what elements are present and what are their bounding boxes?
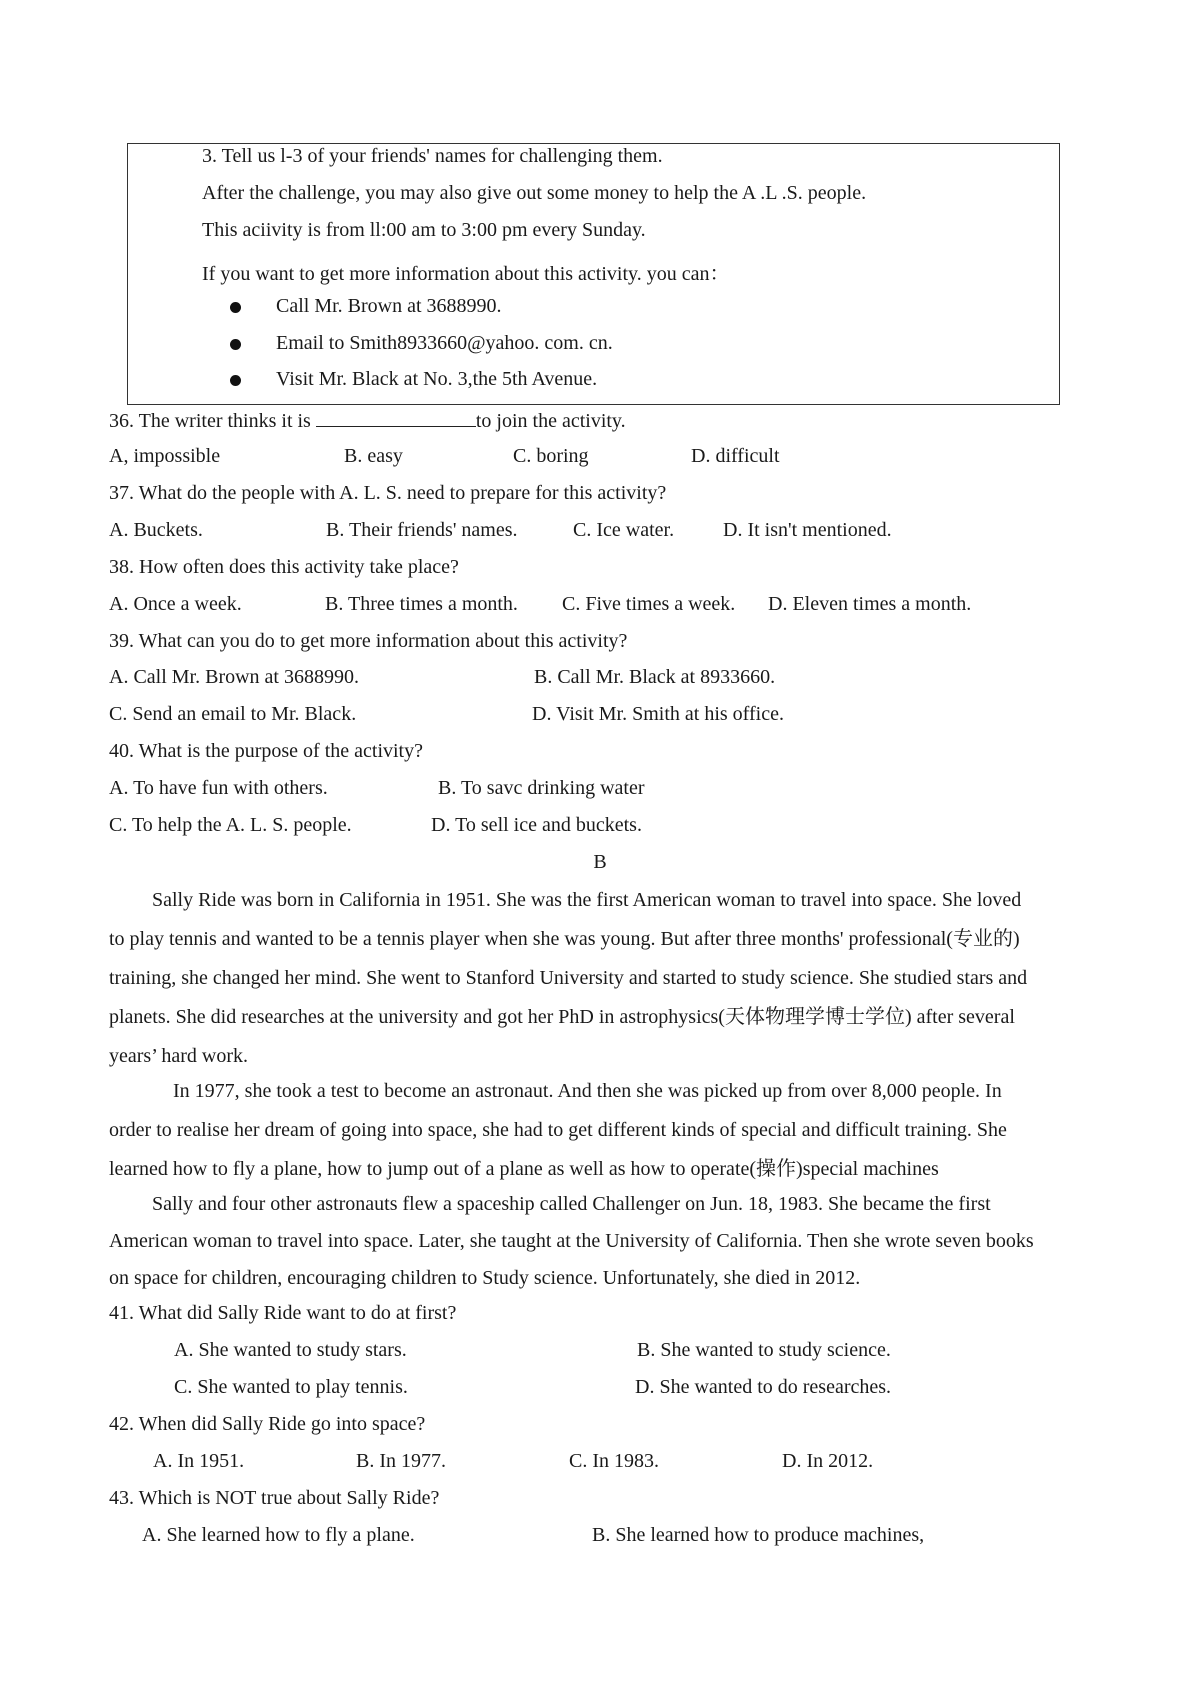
option: D. It isn't mentioned.	[723, 519, 892, 541]
option: D. In 2012.	[782, 1450, 874, 1472]
option: A. Call Mr. Brown at 3688990.	[109, 666, 359, 688]
passage-paragraph-2	[109, 1072, 1099, 1189]
question-43-stem: 43. Which is NOT true about Sally Ride?	[109, 1487, 440, 1509]
bullet-icon	[230, 375, 241, 386]
question-stem-tail: to join the activity.	[475, 410, 626, 432]
option: A. To have fun with others.	[109, 777, 328, 799]
bullet-icon	[230, 302, 241, 313]
passage-line: years’ hard work.	[109, 1045, 249, 1067]
option: C. Five times a week.	[562, 593, 736, 615]
passage-line: to play tennis and wanted to be a tennis player when she was young. But after three months' professional(专业的)	[109, 928, 1020, 950]
answer-blank	[316, 408, 476, 427]
option: B. She learned how to produce machines,	[592, 1524, 925, 1546]
notice-line: If you want to get more information about this activity. you can：	[202, 263, 730, 285]
option: B. Three times a month.	[325, 593, 518, 615]
option: A. Buckets.	[109, 519, 203, 541]
option: D. Visit Mr. Smith at his office.	[532, 703, 784, 725]
option: D. difficult	[691, 445, 780, 467]
question-37-stem: 37. What do the people with A. L. S. need to prepare for this activity?	[109, 482, 667, 504]
question-40-stem: 40. What is the purpose of the activity?	[109, 740, 423, 762]
option: C. boring	[513, 445, 589, 467]
contact-item-phone: Call Mr. Brown at 3688990.	[276, 295, 502, 317]
passage-line: Sally and four other astronauts flew a spaceship called Challenger on Jun. 18, 1983. She became the first	[152, 1193, 991, 1215]
option: A. Once a week.	[109, 593, 242, 615]
question-stem: 36. The writer thinks it is	[109, 410, 311, 432]
option: C. She wanted to play tennis.	[174, 1376, 408, 1398]
option: A. She wanted to study stars.	[174, 1339, 407, 1361]
passage-line: planets. She did researches at the university and got her PhD in astrophysics(天体物理学博士学位) after several	[109, 1006, 1015, 1028]
option: A. She learned how to fly a plane.	[142, 1524, 415, 1546]
option: A, impossible	[109, 445, 221, 467]
option: B. To savc drinking water	[438, 777, 645, 799]
passage-line: learned how to fly a plane, how to jump out of a plane as well as how to operate(操作)special machines	[109, 1158, 939, 1180]
notice-line: This aciivity is from ll:00 am to 3:00 pm every Sunday.	[202, 219, 646, 241]
question-38-stem: 38. How often does this activity take place?	[109, 556, 459, 578]
option: D. To sell ice and buckets.	[431, 814, 642, 836]
option: D. She wanted to do researches.	[635, 1376, 892, 1398]
contact-item-email: Email to Smith8933660@yahoo. com. cn.	[276, 332, 613, 354]
passage-paragraph-1	[109, 881, 1099, 1076]
option: B. She wanted to study science.	[637, 1339, 891, 1361]
option: B. In 1977.	[356, 1450, 446, 1472]
notice-line: After the challenge, you may also give out some money to help the A .L .S. people.	[202, 182, 867, 204]
passage-line: order to realise her dream of going into space, she had to get different kinds of special and difficult training. She	[109, 1119, 1007, 1141]
question-36	[109, 408, 626, 433]
passage-line: training, she changed her mind. She went to Stanford University and started to study science. She studied stars and	[109, 967, 1028, 989]
passage-line: American woman to travel into space. Later, she taught at the University of California. Then she wrote seven books	[109, 1230, 1034, 1252]
option: C. In 1983.	[569, 1450, 659, 1472]
notice-line: 3. Tell us l-3 of your friends' names for challenging them.	[202, 145, 663, 167]
option: C. Ice water.	[573, 519, 675, 541]
option: B. Their friends' names.	[326, 519, 518, 541]
passage-line: on space for children, encouraging children to Study science. Unfortunately, she died in 2012.	[109, 1267, 861, 1289]
passage-paragraph-3	[109, 1186, 1099, 1297]
passage-line: In 1977, she took a test to become an astronaut. And then she was picked up from over 8,000 people. In	[173, 1080, 1002, 1102]
option: B. Call Mr. Black at 8933660.	[534, 666, 776, 688]
option: B. easy	[344, 445, 403, 467]
question-41-stem: 41. What did Sally Ride want to do at first?	[109, 1302, 457, 1324]
bullet-icon	[230, 339, 241, 350]
question-39-stem: 39. What can you do to get more information about this activity?	[109, 630, 628, 652]
option: C. Send an email to Mr. Black.	[109, 703, 357, 725]
passage-line: Sally Ride was born in California in 1951. She was the first American woman to travel into space. She loved	[152, 889, 1022, 911]
option: C. To help the A. L. S. people.	[109, 814, 352, 836]
option: D. Eleven times a month.	[768, 593, 972, 615]
question-42-stem: 42. When did Sally Ride go into space?	[109, 1413, 426, 1435]
option: A. In 1951.	[153, 1450, 245, 1472]
section-heading: B	[593, 851, 607, 873]
contact-item-visit: Visit Mr. Black at No. 3,the 5th Avenue.	[276, 368, 598, 390]
